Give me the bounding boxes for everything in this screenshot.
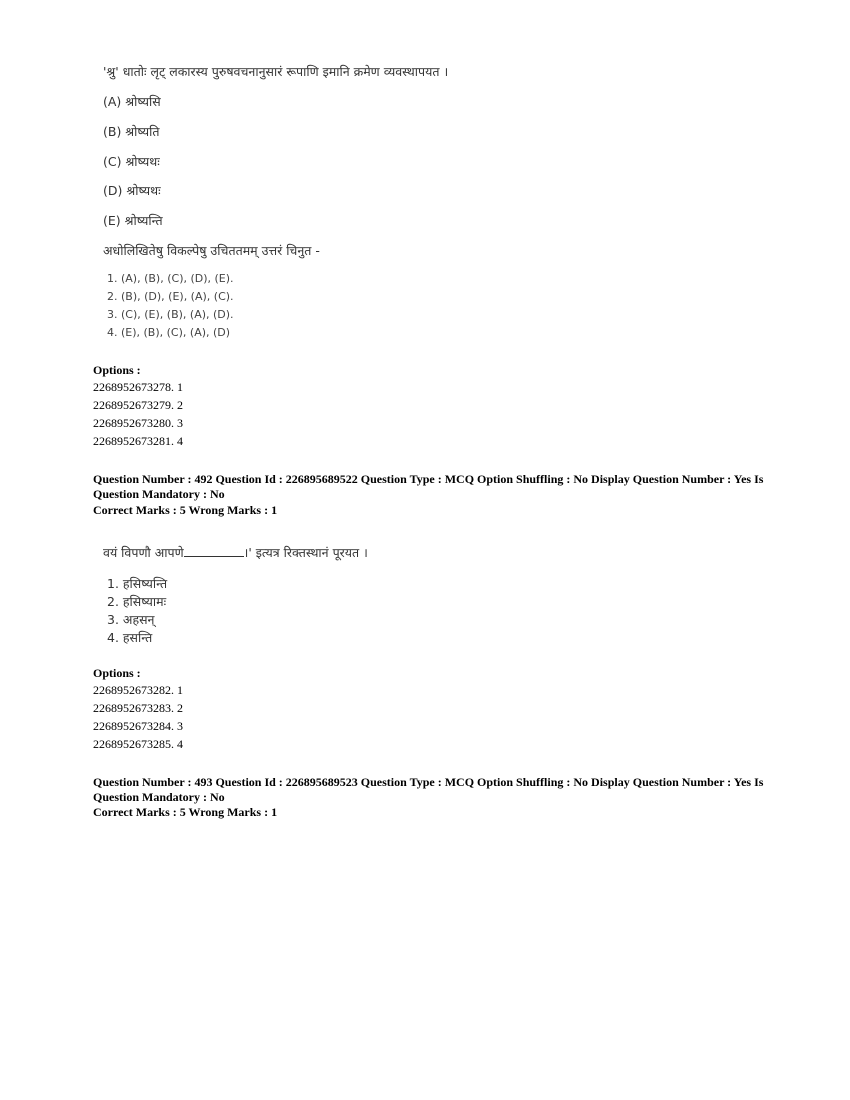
q492-marks: Correct Marks : 5 Wrong Marks : 1 bbox=[93, 503, 278, 517]
q492-choice-2: 2. हसिष्यामः bbox=[107, 594, 167, 609]
q492-option-2: 2268952673283. 2 bbox=[93, 701, 183, 715]
q491-item-a: (A) श्रोष्यसि bbox=[103, 94, 161, 109]
q491-item-c: (C) श्रोष्यथः bbox=[103, 154, 160, 169]
q491-item-b: (B) श्रोष्यति bbox=[103, 124, 160, 139]
q492-choice-1: 1. हसिष्यन्ति bbox=[107, 576, 168, 591]
q491-prompt: 'श्रु' धातोः लृट् लकारस्य पुरुषवचनानुसारं रूपाणि इमानि क्रमेण व्यवस्थापयत । bbox=[103, 64, 449, 79]
q491-options-label: Options : bbox=[93, 363, 141, 377]
q492-option-3: 2268952673284. 3 bbox=[93, 719, 183, 733]
q492-prompt bbox=[103, 544, 368, 561]
q492-prompt-before: वयं विपणौ आपणे bbox=[103, 545, 184, 560]
q491-option-4: 2268952673281. 4 bbox=[93, 434, 183, 448]
q492-option-1: 2268952673282. 1 bbox=[93, 683, 183, 697]
q492-meta bbox=[93, 472, 773, 502]
q493-meta-line2: Question Mandatory : No bbox=[93, 790, 225, 804]
q492-choice-3: 3. अहसन् bbox=[107, 612, 155, 627]
q493-meta-line1: Question Number : 493 Question Id : 226895689523 Question Type : MCQ Option Shuffling : No Display Question Number : Yes Is bbox=[93, 775, 764, 789]
q491-choice-1: 1. (A), (B), (C), (D), (E). bbox=[107, 272, 234, 285]
q491-choice-3: 3. (C), (E), (B), (A), (D). bbox=[107, 308, 234, 321]
q492-choice-4: 4. हसन्ति bbox=[107, 630, 153, 645]
q491-choice-4: 4. (E), (B), (C), (A), (D) bbox=[107, 326, 231, 339]
fill-in-blank bbox=[184, 544, 244, 557]
q492-prompt-after: ।' इत्यत्र रिक्तस्थानं पूरयत । bbox=[243, 545, 368, 560]
q492-option-4: 2268952673285. 4 bbox=[93, 737, 183, 751]
q491-choice-2: 2. (B), (D), (E), (A), (C). bbox=[107, 290, 234, 303]
q492-options-label: Options : bbox=[93, 666, 141, 680]
q491-option-1: 2268952673278. 1 bbox=[93, 380, 183, 394]
q491-instruction: अधोलिखितेषु विकल्पेषु उचिततमम् उत्तरं चिनुत - bbox=[103, 243, 320, 258]
q491-item-d: (D) श्रोष्यथः bbox=[103, 183, 161, 198]
q492-meta-line2: Question Mandatory : No bbox=[93, 487, 225, 501]
q493-meta bbox=[93, 775, 773, 805]
q491-option-3: 2268952673280. 3 bbox=[93, 416, 183, 430]
q492-meta-line1: Question Number : 492 Question Id : 226895689522 Question Type : MCQ Option Shuffling : No Display Question Number : Yes Is bbox=[93, 472, 764, 486]
q491-option-2: 2268952673279. 2 bbox=[93, 398, 183, 412]
q493-marks: Correct Marks : 5 Wrong Marks : 1 bbox=[93, 805, 278, 819]
q491-item-e: (E) श्रोष्यन्ति bbox=[103, 213, 163, 228]
